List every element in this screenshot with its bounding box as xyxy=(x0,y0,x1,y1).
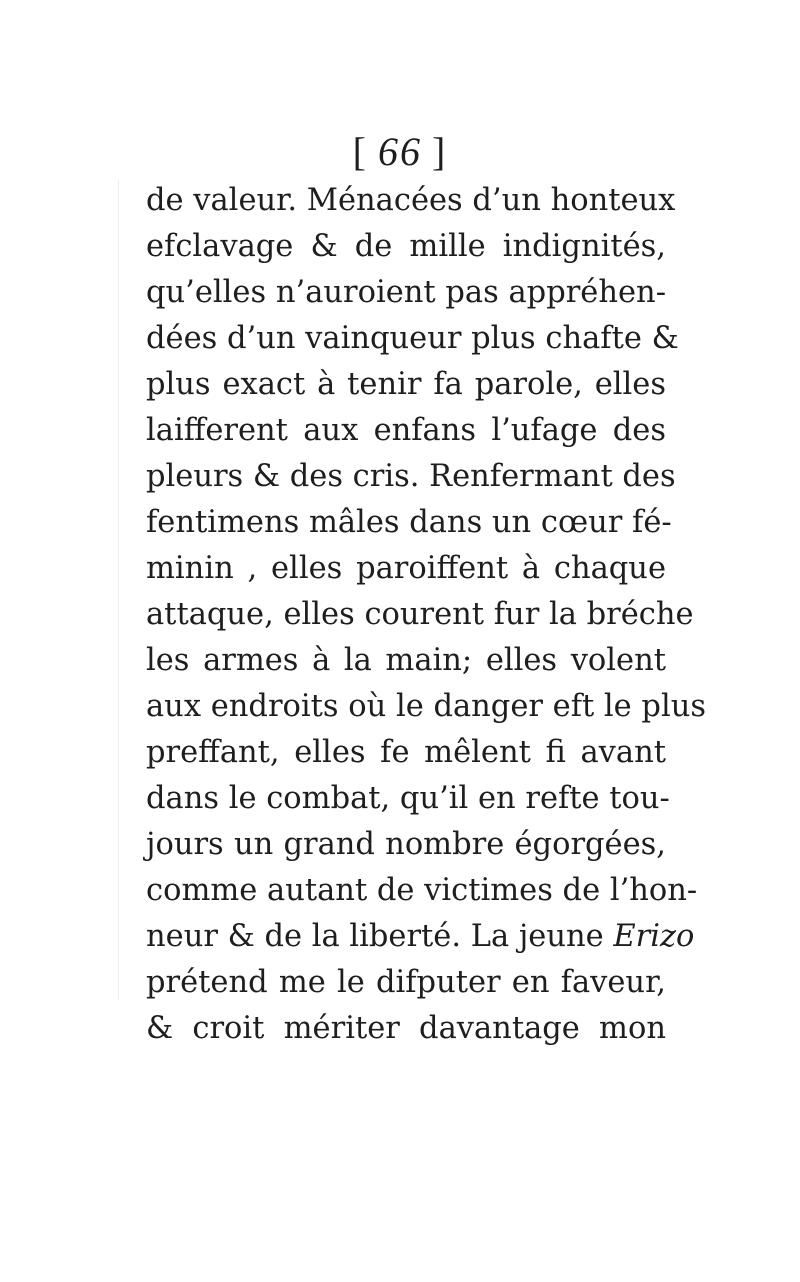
text-line: jours un grand nombre égorgées, xyxy=(146,827,666,862)
text-line: prétend me le difputer en faveur, xyxy=(146,965,666,1000)
body-text xyxy=(146,178,707,1052)
text-line: aux endroits où le danger eft le plus xyxy=(146,689,707,724)
text-line: minin , elles paroiffent à chaque xyxy=(146,551,666,586)
text-line: & croit mériter davantage mon xyxy=(146,1011,666,1046)
text-line-with-name xyxy=(146,914,695,960)
text-line: laifferent aux enfans l’ufage des xyxy=(146,413,666,448)
text-line: pleurs & des cris. Renfermant des xyxy=(146,459,676,494)
italic-proper-name: Erizo xyxy=(613,919,695,954)
text-line: preffant, elles fe mêlent fi avant xyxy=(146,735,666,770)
text-line: dans le combat, qu’il en refte tou- xyxy=(146,781,670,816)
page-number xyxy=(0,128,800,175)
text-line: attaque, elles courent fur la bréche xyxy=(146,597,694,632)
text-line: de valeur. Ménacées d’un honteux xyxy=(146,183,676,218)
page-number-open-bracket: [ xyxy=(352,129,368,174)
text-line: les armes à la main; elles volent xyxy=(146,643,666,678)
text-line: fentimens mâles dans un cœur fé- xyxy=(146,505,672,540)
page-number-close-bracket: ] xyxy=(432,129,448,174)
text-line: comme autant de victimes de l’hon- xyxy=(146,873,698,908)
text-line: dées d’un vainqueur plus chafte & xyxy=(146,321,679,356)
text-line: efclavage & de mille indignités, xyxy=(146,229,666,264)
page-number-value: 66 xyxy=(378,129,422,174)
text-line: qu’elles n’auroient pas appréhen- xyxy=(146,275,666,310)
text-line: plus exact à tenir fa parole, elles xyxy=(146,367,666,402)
text-line-lead: neur & de la liberté. La jeune xyxy=(146,919,614,954)
page-fold-shadow xyxy=(118,180,119,1000)
